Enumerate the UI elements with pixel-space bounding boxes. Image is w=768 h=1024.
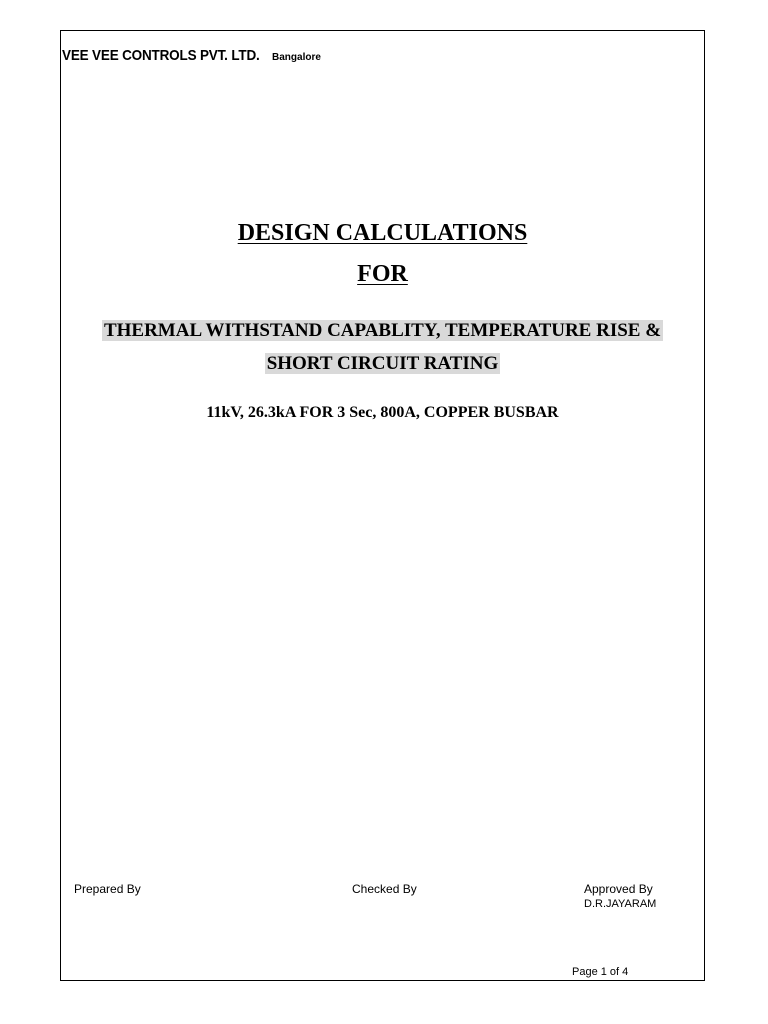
document-title-text: DESIGN CALCULATIONS [237,220,528,246]
document-title-for [60,261,705,288]
subtitle-line-1 [60,320,705,342]
specification-line: 11kV, 26.3kA FOR 3 Sec, 800A, COPPER BUSBAR [206,404,559,421]
page-number: Page 1 of 4 [572,966,629,978]
subtitle-line-2 [60,353,705,375]
subtitle-line-2-text: SHORT CIRCUIT RATING [266,353,499,374]
page-border [60,30,705,981]
approver-name: D.R.JAYARAM [584,898,657,910]
company-city: Bangalore [272,52,321,63]
company-name: VEE VEE CONTROLS PVT. LTD. [62,47,260,64]
document-title-for-text: FOR [357,261,408,287]
checked-by-label: Checked By [352,882,417,896]
prepared-by-label: Prepared By [74,882,141,896]
approved-by-label: Approved By [584,882,653,896]
company-header [62,47,321,65]
subtitle-line-1-text: THERMAL WITHSTAND CAPABLITY, TEMPERATURE RISE & [103,320,662,341]
document-title [60,220,705,247]
